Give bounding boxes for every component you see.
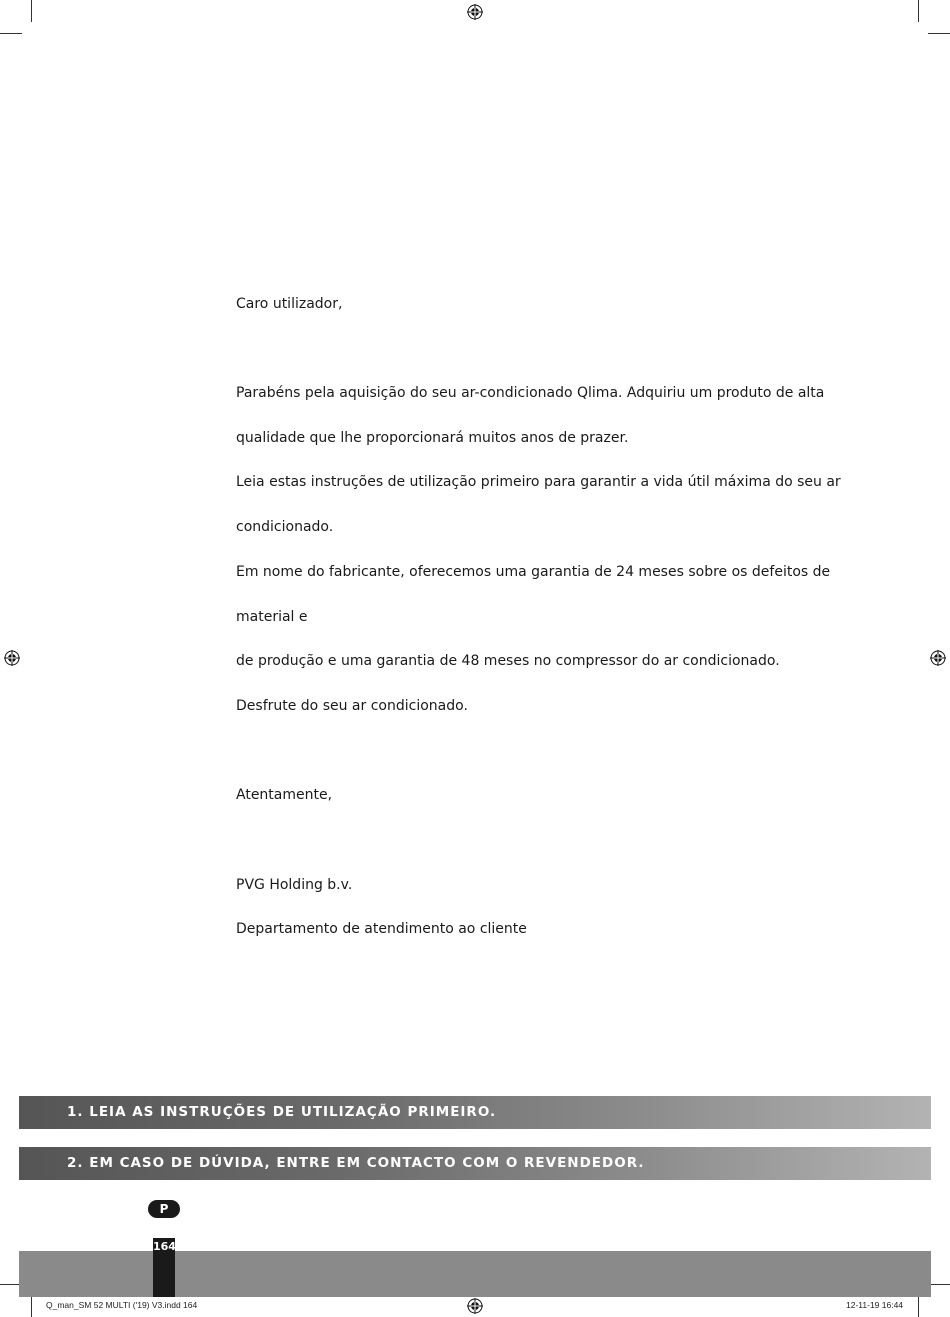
company-name: PVG Holding b.v. xyxy=(236,877,353,893)
slug-datetime: 12-11-19 16:44 xyxy=(846,1300,904,1310)
slug-file: Q_man_SM 52 MULTI ('19) V3.indd 164 xyxy=(46,1300,198,1310)
crop-mark xyxy=(0,33,22,34)
letter-line: condicionado. xyxy=(236,519,334,535)
registration-mark-icon xyxy=(467,1298,483,1314)
salutation: Caro utilizador, xyxy=(236,296,343,312)
instruction-banner-2: 2. EM CASO DE DÚVIDA, ENTRE EM CONTACTO COM O REVENDEDOR. xyxy=(19,1147,931,1180)
crop-mark xyxy=(31,1295,32,1317)
letter-line: Leia estas instruções de utilização primeiro para garantir a vida útil máxima do seu ar xyxy=(236,474,841,490)
department-name: Departamento de atendimento ao cliente xyxy=(236,921,527,937)
crop-mark xyxy=(31,0,32,22)
crop-mark xyxy=(928,33,950,34)
letter-line: de produção e uma garantia de 48 meses no compressor do ar condicionado. xyxy=(236,653,780,669)
letter-line: qualidade que lhe proporcionará muitos anos de prazer. xyxy=(236,430,629,446)
crop-mark xyxy=(918,1295,919,1317)
language-badge: P xyxy=(148,1200,180,1218)
crop-mark xyxy=(918,0,919,22)
registration-mark-icon xyxy=(4,650,20,666)
letter-line: Parabéns pela aquisição do seu ar-condicionado Qlima. Adquiriu um produto de alta xyxy=(236,385,825,401)
crop-mark xyxy=(928,1284,950,1285)
page-number: 164 xyxy=(153,1240,176,1253)
registration-mark-icon xyxy=(930,650,946,666)
closing: Atentamente, xyxy=(236,787,333,803)
registration-mark-icon xyxy=(467,4,483,20)
letter-line: Em nome do fabricante, oferecemos uma garantia de 24 meses sobre os defeitos de xyxy=(236,564,831,580)
instruction-banner-1: 1. LEIA AS INSTRUÇÕES DE UTILIZAÇÃO PRIMEIRO. xyxy=(19,1096,931,1129)
letter-line: material e xyxy=(236,609,308,625)
letter-line: Desfrute do seu ar condicionado. xyxy=(236,698,468,714)
